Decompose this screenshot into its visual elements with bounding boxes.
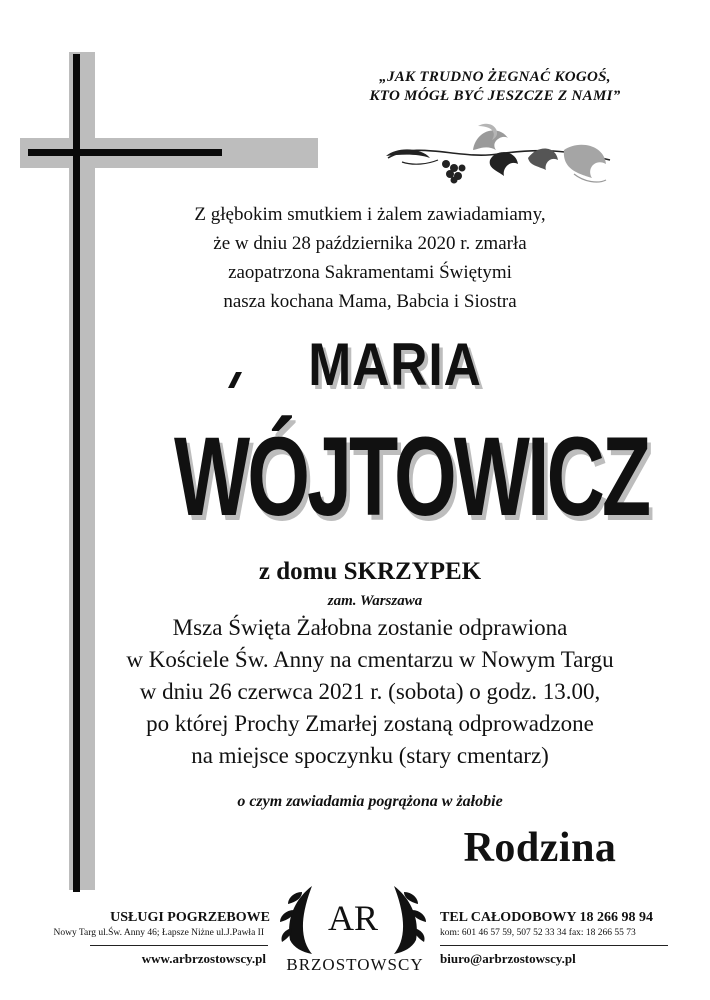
logo-text: BRZOSTOWSCY [286, 955, 424, 974]
phone-24h-title: TEL CAŁODOBOWY 18 266 98 94 [440, 910, 654, 925]
mass-line: w Kościele Św. Anny na cmentarzu w Nowym Targu [126, 647, 614, 672]
mourning-note: o czym zawiadamia pogrążona w żałobie [237, 793, 503, 810]
maiden-name: z domu SKRZYPEK [258, 558, 482, 585]
phone-numbers: kom: 601 46 57 59, 507 52 33 34 fax: 18 266 55 73 [440, 928, 636, 938]
cross-arm [28, 149, 222, 156]
deceased-last-name: WÓJTOWICZ [173, 414, 649, 539]
intro-line: że w dniu 28 października 2020 r. zmarła [213, 233, 527, 254]
intro-line: zaopatrzona Sakramentami Świętymi [228, 262, 512, 283]
footer-divider-right [440, 945, 668, 946]
footer-divider-left [90, 945, 268, 946]
deceased-first-name: MARIA [308, 331, 482, 398]
mass-line: na miejsce spoczynku (stary cmentarz) [191, 743, 549, 768]
mass-line: Msza Święta Żałobna zostanie odprawiona [172, 615, 568, 640]
signature-family: Rodzina [463, 825, 617, 871]
grape-vine-branch-icon [378, 120, 618, 192]
laurel-wreath-icon [272, 878, 434, 996]
email-link[interactable]: biuro@arbrzostowscy.pl [440, 951, 576, 966]
motto-quote [320, 68, 670, 106]
funeral-services-address: Nowy Targ ul.Św. Anny 46; Łapsze Niżne ul.J.Pawła II [53, 928, 264, 938]
website-link[interactable]: www.arbrzostowscy.pl [141, 951, 266, 966]
mass-line: w dniu 26 czerwca 2021 r. (sobota) o godz. 13.00, [139, 679, 601, 704]
motto-line: „JAK TRUDNO ŻEGNAĆ KOGOŚ, [379, 69, 611, 85]
intro-line: Z głębokim smutkiem i żalem zawiadamiamy, [194, 204, 546, 225]
announcement-intro [150, 200, 590, 316]
decorative-comma [228, 372, 242, 388]
intro-line: nasza kochana Mama, Babcia i Siostra [223, 291, 517, 312]
funeral-services-title: USŁUGI POGRZEBOWE [110, 910, 270, 925]
cross-icon [73, 54, 80, 892]
motto-line: KTO MÓGŁ BYĆ JESZCZE Z NAMI” [369, 88, 621, 104]
mass-line: po której Prochy Zmarłej zostaną odprowadzone [146, 711, 594, 736]
logo-monogram: AR [327, 898, 379, 938]
residence: zam. Warszawa [327, 593, 423, 609]
funeral-mass-info [120, 612, 620, 772]
